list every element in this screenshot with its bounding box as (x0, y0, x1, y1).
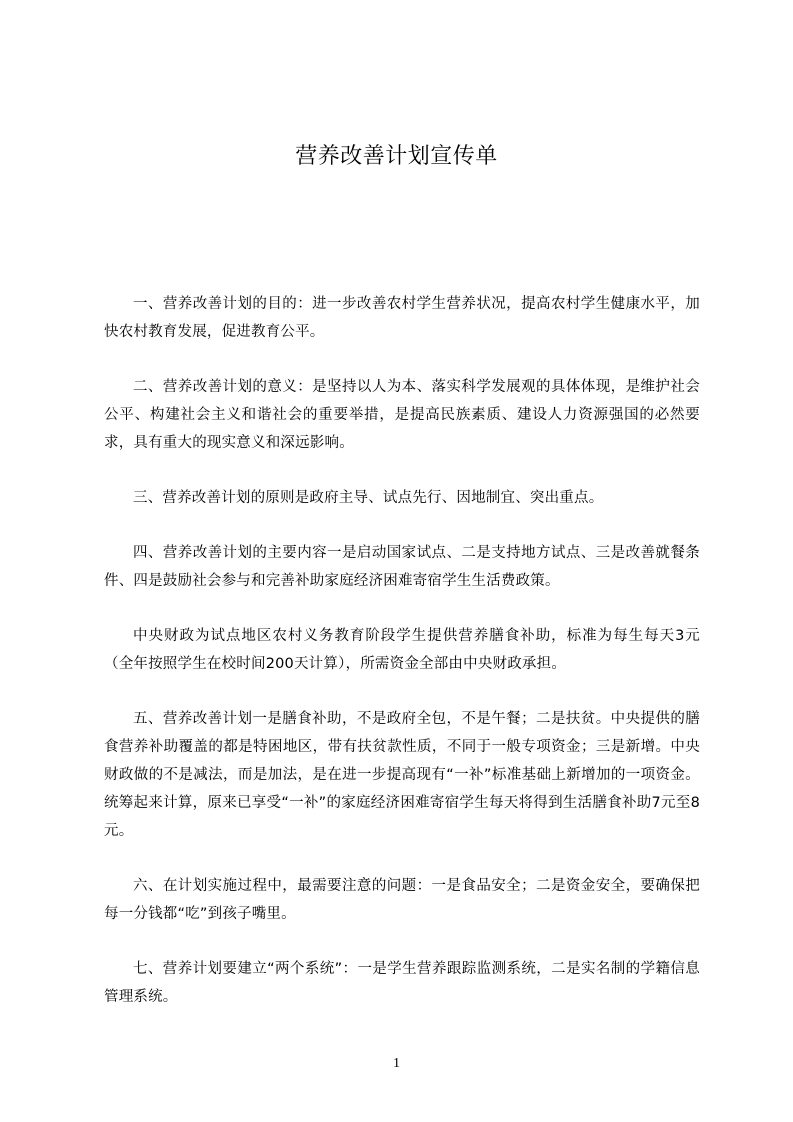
paragraph-significance: 二、营养改善计划的意义：是坚持以人为本、落实科学发展观的具体体现，是维护社会公平、构建社会主义和谐社会的重要举措，是提高民族素质、建设人力资源强国的必然要求，具有重大的现实意义和深远影响。 (104, 379, 700, 451)
paragraph-principles: 三、营养改善计划的原则是政府主导、试点先行、因地制宜、突出重点。 (133, 490, 604, 506)
document-title: 营养改善计划宣传单 (295, 144, 498, 169)
paragraph-meal-subsidy: 五、营养改善计划一是膳食补助，不是政府全包，不是午餐；二是扶贫。中央提供的膳食营养补助覆盖的都是特困地区，带有扶贫款性质，不同于一般专项资金；三是新增。中央财政做的不是减法，而是加法，是在进一步提高现有“一补”标准基础上新增加的一项资金。统筹起来计算，原来已享受“一补”的家庭经济困难寄宿学生每天将得到生活膳食补助7元至8元。 (104, 711, 700, 839)
paragraph-purpose: 一、营养改善计划的目的：进一步改善农村学生营养状况，提高农村学生健康水平，加快农村教育发展，促进教育公平。 (104, 296, 700, 340)
paragraph-two-systems: 七、营养计划要建立“两个系统”：一是学生营养跟踪监测系统，二是实名制的学籍信息管理系统。 (104, 961, 700, 1005)
document-body (104, 290, 700, 1038)
paragraph-main-content: 四、营养改善计划的主要内容一是启动国家试点、二是支持地方试点、三是改善就餐条件、四是鼓励社会参与和完善补助家庭经济困难寄宿学生生活费政策。 (104, 545, 700, 589)
paragraph-attention-issues: 六、在计划实施过程中，最需要注意的问题：一是食品安全；二是资金安全，要确保把每一分钱都“吃”到孩子嘴里。 (104, 878, 700, 922)
paragraph-subsidy-standard: 中央财政为试点地区农村义务教育阶段学生提供营养膳食补助，标准为每生每天3元（全年按照学生在校时间200天计算），所需资金全部由中央财政承担。 (104, 628, 700, 672)
page-number: 1 (393, 1056, 400, 1071)
